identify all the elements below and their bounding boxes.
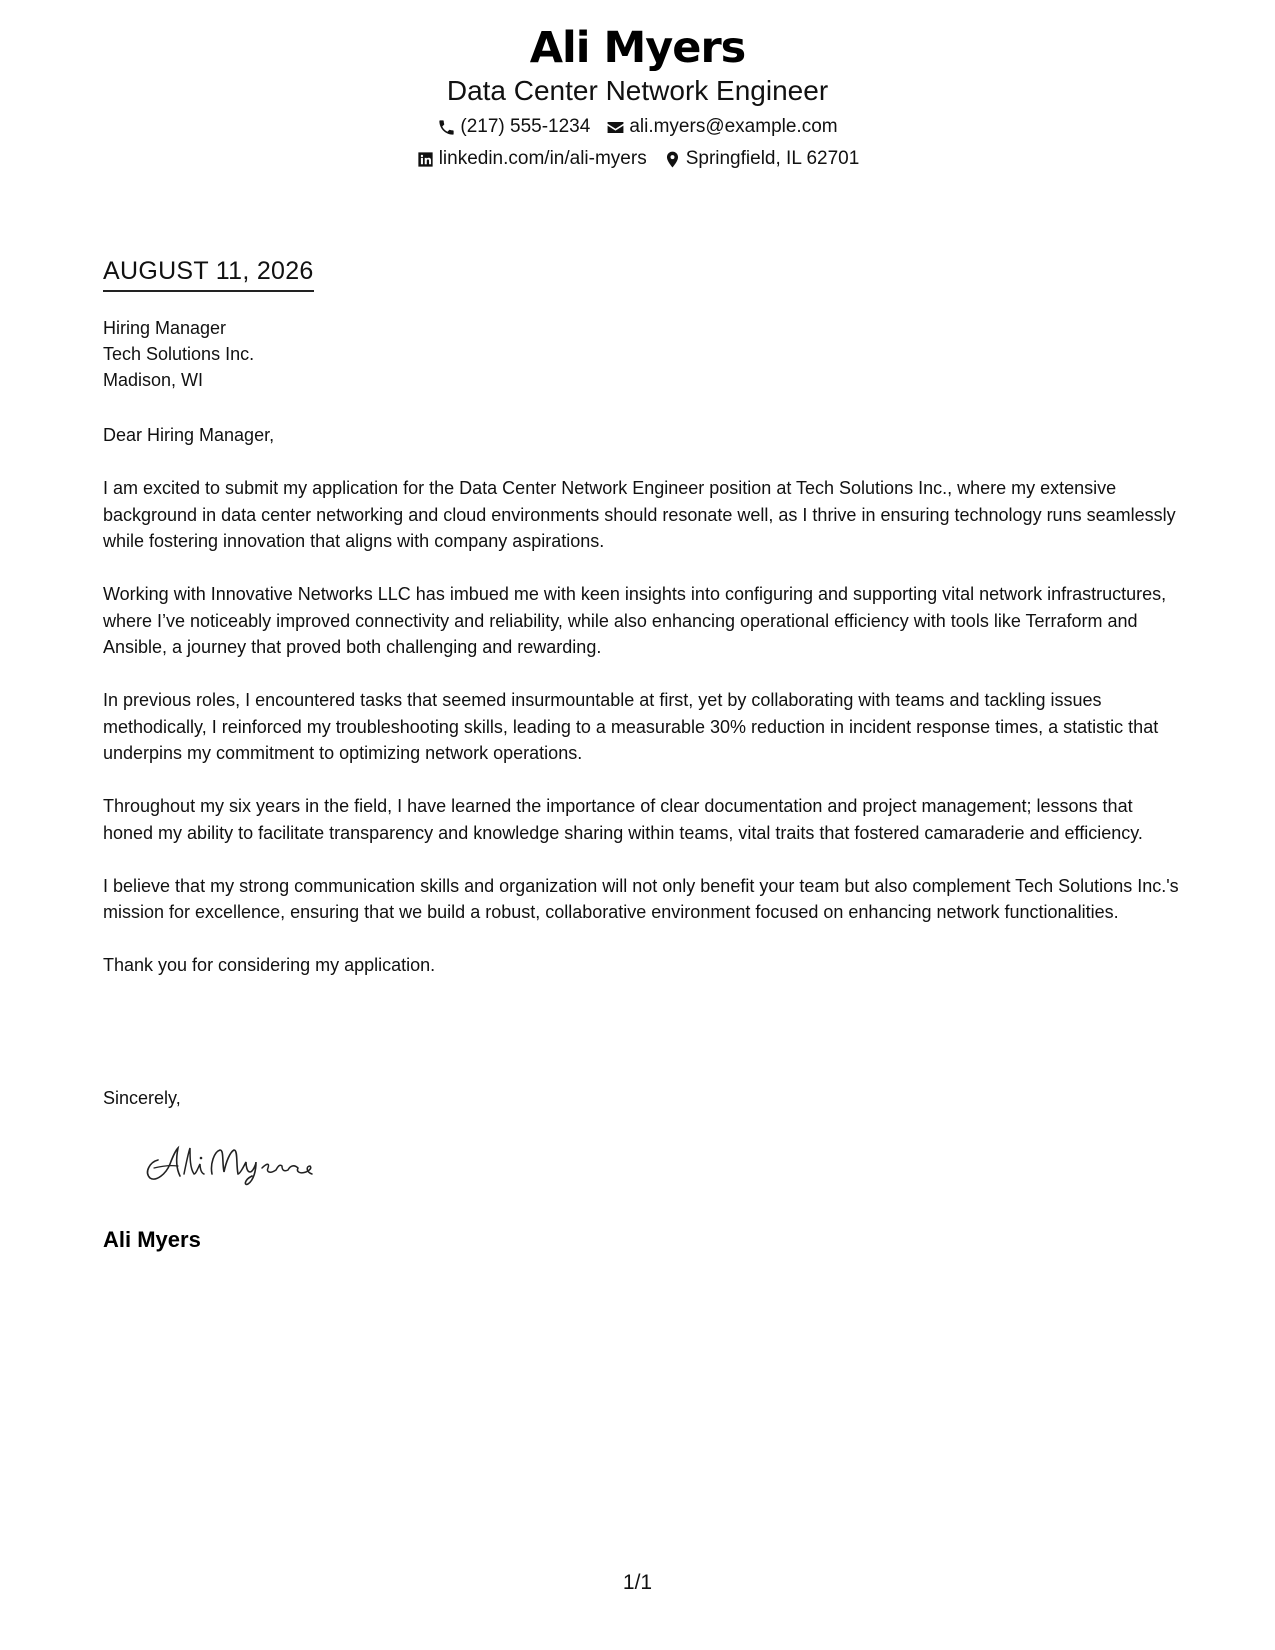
recipient-company: Tech Solutions Inc. xyxy=(103,344,255,364)
paragraph-experience: Working with Innovative Networks LLC has imbued me with keen insights into configuring and supporting vital network infrastructures, where I’ve noticeably improved connectivity and reliability, while also enhancing operational efficiency with tools like Terraform and Ansible, a journey that proved both challenging and rewarding. xyxy=(103,584,1167,657)
signer-name: Ali Myers xyxy=(103,1227,201,1252)
paragraph-intro: I am excited to submit my application for the Data Center Network Engineer position at Tech Solutions Inc., where my extensive background in data center networking and cloud environments should resonate well, as I thrive in ensuring technology runs seamlessly while fostering innovation that aligns with company aspirations. xyxy=(103,478,1176,551)
job-title: Data Center Network Engineer xyxy=(446,75,829,106)
recipient-block xyxy=(103,315,254,393)
page-number: 1/1 xyxy=(622,1571,653,1594)
linkedin-contact[interactable] xyxy=(416,147,647,171)
paragraph-achievement: In previous roles, I encountered tasks that seemed insurmountable at first, yet by collaborating with teams and tackling issues methodically, I reinforced my troubleshooting skills, leading to a measurable 30% reduction in incident response times, a statistic that underpins my commitment to optimizing network operations. xyxy=(103,690,1159,763)
letter-body xyxy=(103,422,1183,1005)
envelope-icon xyxy=(606,118,625,137)
paragraph-skills: Throughout my six years in the field, I have learned the importance of clear documentation and project management; lessons that honed my ability to facilitate transparency and knowledge sharing within teams, vital traits that fostered camaraderie and efficiency. xyxy=(103,796,1143,843)
phone-contact[interactable] xyxy=(437,115,590,139)
letter-date: AUGUST 11, 2026 xyxy=(103,256,314,292)
contact-row-secondary xyxy=(0,147,1275,171)
closing: Sincerely, xyxy=(103,1088,181,1108)
recipient-title: Hiring Manager xyxy=(103,318,227,338)
handwritten-signature xyxy=(140,1138,330,1188)
linkedin-icon xyxy=(416,150,435,169)
recipient-location: Madison, WI xyxy=(103,370,204,390)
email-address: ali.myers@example.com xyxy=(629,116,838,137)
email-contact[interactable] xyxy=(606,115,837,139)
phone-number: (217) 555-1234 xyxy=(460,116,591,137)
paragraph-fit: I believe that my strong communication skills and organization will not only benefit your team but also complement Tech Solutions Inc.'s mission for excellence, ensuring that we build a robust, collaborative environment focused on enhancing network functionalities. xyxy=(103,875,1179,922)
location-contact xyxy=(663,147,860,171)
phone-icon xyxy=(437,118,456,137)
map-marker-icon xyxy=(663,150,682,169)
location-text: Springfield, IL 62701 xyxy=(685,148,860,169)
contact-row-primary xyxy=(0,115,1275,139)
applicant-name: Ali Myers xyxy=(529,23,746,73)
paragraph-thanks: Thank you for considering my application. xyxy=(103,955,436,975)
letterhead xyxy=(0,22,1275,171)
linkedin-url: linkedin.com/in/ali-myers xyxy=(438,148,647,169)
salutation: Dear Hiring Manager, xyxy=(103,425,275,445)
